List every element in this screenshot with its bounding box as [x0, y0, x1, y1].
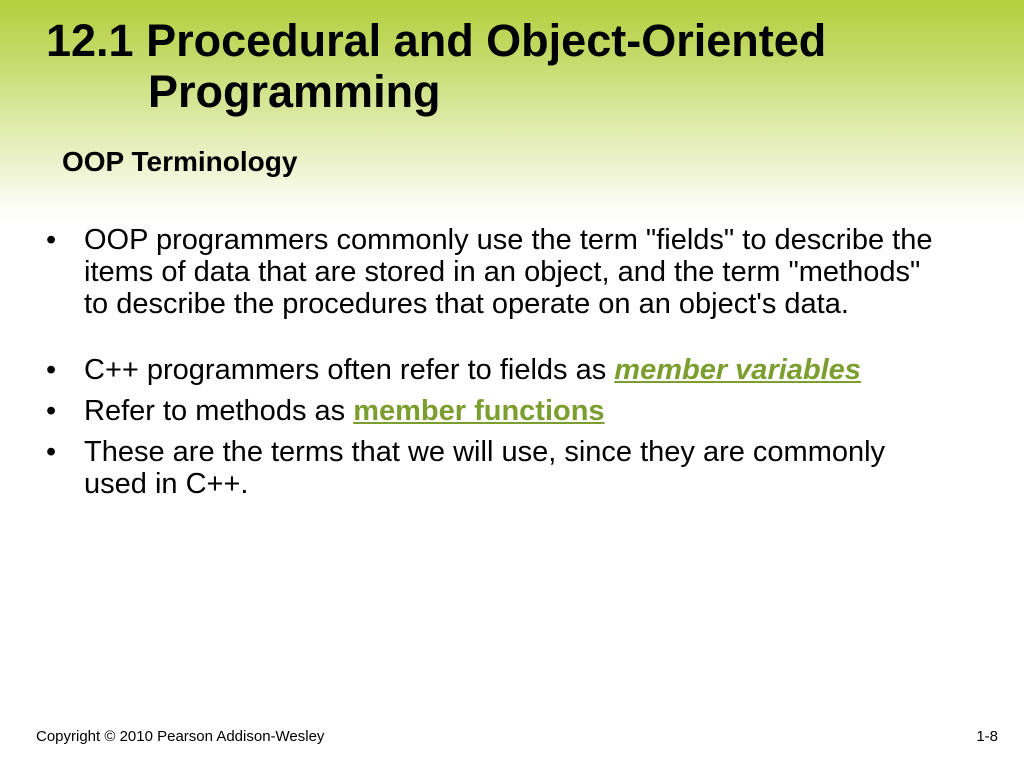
bullet-text: Refer to methods as — [84, 395, 354, 427]
footer-copyright: Copyright © 2010 Pearson Addison-Wesley — [36, 728, 325, 745]
bullet-text: These are the terms that we will use, since they are commonly used in C++. — [84, 436, 886, 500]
slide-subtitle: OOP Terminology — [62, 146, 298, 177]
bullet-marker: • — [46, 436, 57, 468]
bullet-item-member-variables — [46, 354, 946, 386]
bullet-item-fields-methods — [46, 224, 946, 320]
slide-title-line-1: 12.1 Procedural and Object-Oriented — [46, 15, 827, 66]
bullet-text: OOP programmers commonly use the term "fields" to describe the items of data that are stored in an object, and the term "methods" to describe the procedures that operate on an object's data. — [84, 224, 933, 320]
bullet-list — [46, 224, 946, 500]
term-member-functions: member functions — [353, 395, 605, 427]
slide-title-line-2: Programming — [148, 65, 441, 117]
slide-title — [46, 16, 1006, 118]
bullet-text: C++ programmers often refer to fields as — [84, 354, 615, 386]
bullet-item-member-functions — [46, 395, 946, 427]
bullet-marker: • — [46, 395, 57, 427]
bullet-item-terms-usage — [46, 436, 946, 500]
bullet-marker: • — [46, 354, 57, 386]
footer-page-number: 1-8 — [976, 728, 998, 745]
bullet-marker: • — [46, 224, 57, 256]
term-member-variables: member variables — [614, 354, 861, 386]
